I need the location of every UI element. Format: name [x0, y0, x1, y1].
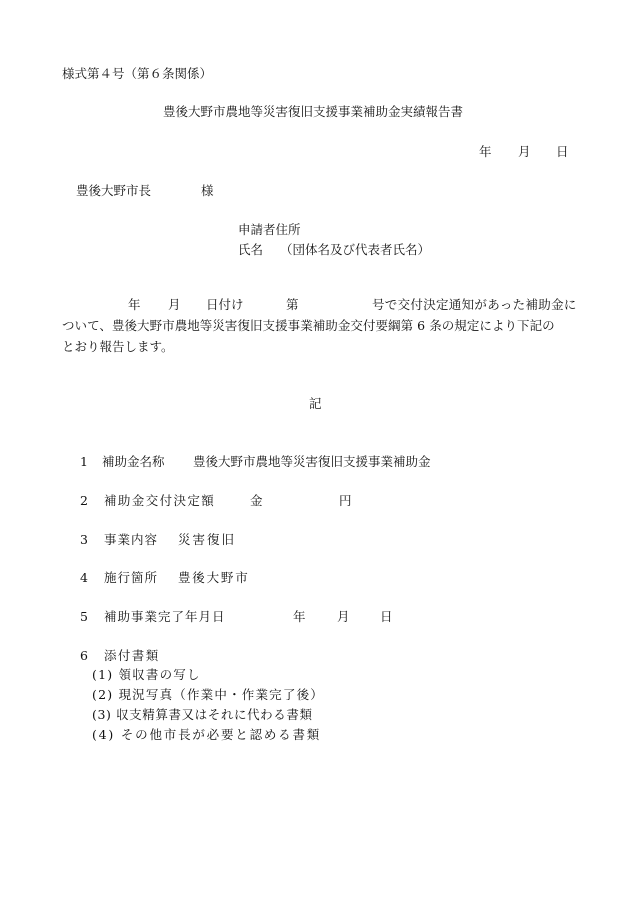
body-line1-rest: 号で交付決定通知があった補助金に [372, 297, 577, 312]
item-label: 補助金交付決定額 [104, 493, 216, 508]
item-number: 1 [80, 454, 88, 469]
item-number: 2 [80, 493, 88, 508]
item-value: 災害復旧 [178, 532, 237, 547]
addressee-honorific: 様 [201, 183, 214, 198]
date-day: 日 [556, 144, 569, 159]
applicant-name-label: 氏名 [238, 242, 264, 257]
attachment-item: (4) その他市長が必要と認める書類 [92, 727, 322, 742]
item-number: 6 [80, 648, 88, 663]
item-label: 補助金名称 [102, 454, 165, 469]
ki-heading: 記 [309, 396, 322, 411]
body-year: 年 [128, 297, 141, 312]
body-line3: とおり報告します。 [62, 339, 174, 354]
item-label: 事業内容 [104, 532, 159, 547]
item-label: 施行箇所 [104, 570, 159, 585]
item-year: 年 [293, 609, 306, 624]
date-year: 年 [479, 144, 492, 159]
item-day: 日 [380, 609, 393, 624]
addressee-name: 豊後大野市長 [76, 183, 152, 198]
document-title: 豊後大野市農地等災害復旧支援事業補助金実績報告書 [163, 104, 464, 119]
applicant-address-label: 申請者住所 [238, 222, 301, 237]
item-value: 豊後大野市農地等災害復旧支援事業補助金 [193, 454, 431, 469]
body-month: 月 [168, 297, 181, 312]
attachment-item: (1) 領収書の写し [92, 667, 201, 682]
item-number: 5 [80, 609, 88, 624]
item-number: 3 [80, 532, 88, 547]
body-no-prefix: 第 [286, 297, 299, 312]
item-number: 4 [80, 570, 88, 585]
item-value: 豊後大野市 [178, 570, 250, 585]
applicant-name-note: （団体名及び代表者氏名） [280, 242, 431, 257]
attachment-item: (3) 収支精算書又はそれに代わる書類 [92, 707, 313, 722]
date-month: 月 [518, 144, 531, 159]
body-day: 日付け [206, 297, 244, 312]
item-unit: 円 [339, 493, 352, 508]
item-month: 月 [337, 609, 350, 624]
form-number: 様式第４号（第６条関係） [62, 66, 213, 81]
item-label: 添付書類 [104, 648, 160, 663]
item-label: 補助事業完了年月日 [104, 609, 226, 624]
body-line2: ついて、豊後大野市農地等災害復旧支援事業補助金交付要綱第 6 条の規定により下記の [62, 318, 555, 333]
item-value: 金 [250, 493, 263, 508]
attachment-item: (2) 現況写真（作業中・作業完了後） [92, 687, 324, 702]
